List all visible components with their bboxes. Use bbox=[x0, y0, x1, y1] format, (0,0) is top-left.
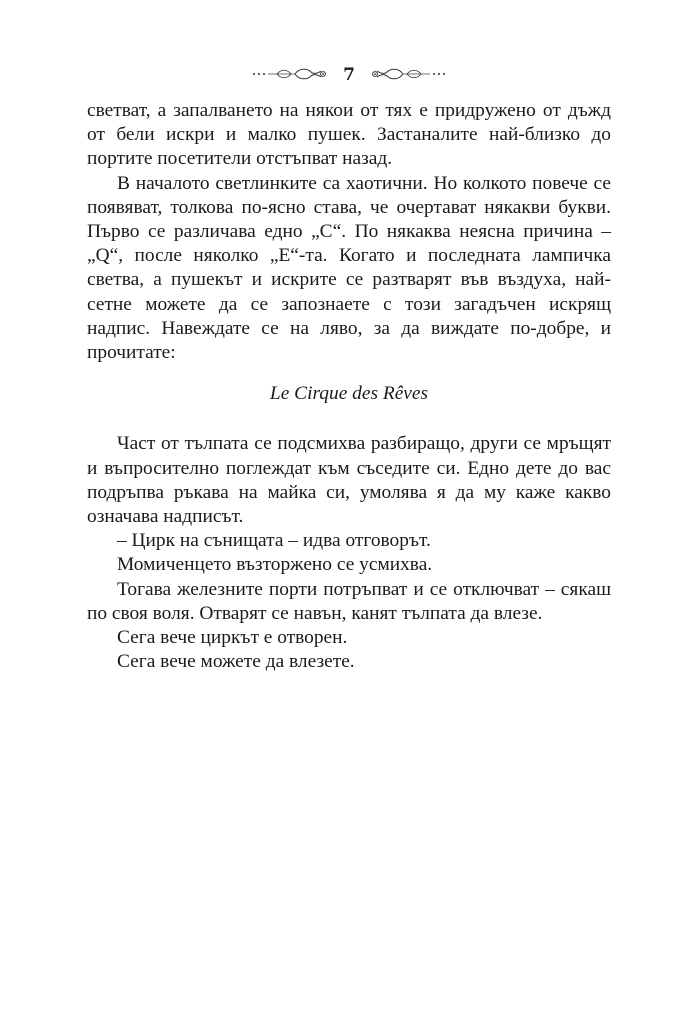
page-text bbox=[87, 99, 611, 674]
paragraph: светват, а запалването на някои от тях е придружено от дъжд от бели искри и малко пушек. Застаналите най-близко до портите посетители отстъпват назад. bbox=[87, 100, 611, 170]
right-ornament-icon bbox=[367, 66, 447, 82]
paragraph: Сега вече циркът е отворен. bbox=[117, 627, 348, 649]
paragraph: В началото светлинките са хаотични. Но колкото повече се появяват, толкова по-ясно става, че очертават някакви букви. Първо се различава едно „С“. По някаква неясна причина – „Q“, после няколко „Е“-та. Когато и последната лампичка светва, а пушекът и искрите се разтварят във въздуха, най-сетне можете да се запознаете с този загадъчен искрящ надпис. Навеждате се на ляво, за да виждате по-добре, и прочитате: bbox=[87, 172, 611, 364]
paragraph: Част от тълпата се подсмихва разбиращо, други се мръщят и въпросително поглеждат към съседите си. Едно дете до вас подръпва ръкава на майка си, умолява я да му каже какво означава надписът. bbox=[87, 433, 611, 528]
paragraph: Момиченцето възторжено се усмихва. bbox=[117, 554, 433, 576]
dialogue-line: – Цирк на сънищата – идва отговорът. bbox=[117, 530, 431, 552]
left-ornament-icon bbox=[251, 66, 331, 82]
page-number: 7 bbox=[343, 64, 355, 85]
paragraph: Сега вече можете да влезете. bbox=[117, 651, 355, 673]
circus-name-title: Le Cirque des Rêves bbox=[269, 383, 429, 405]
paragraph: Тогава железните порти потръпват и се отключват – сякаш по своя воля. Отварят се навън, канят тълпата да влезе. bbox=[87, 578, 611, 624]
page-header bbox=[0, 60, 698, 88]
